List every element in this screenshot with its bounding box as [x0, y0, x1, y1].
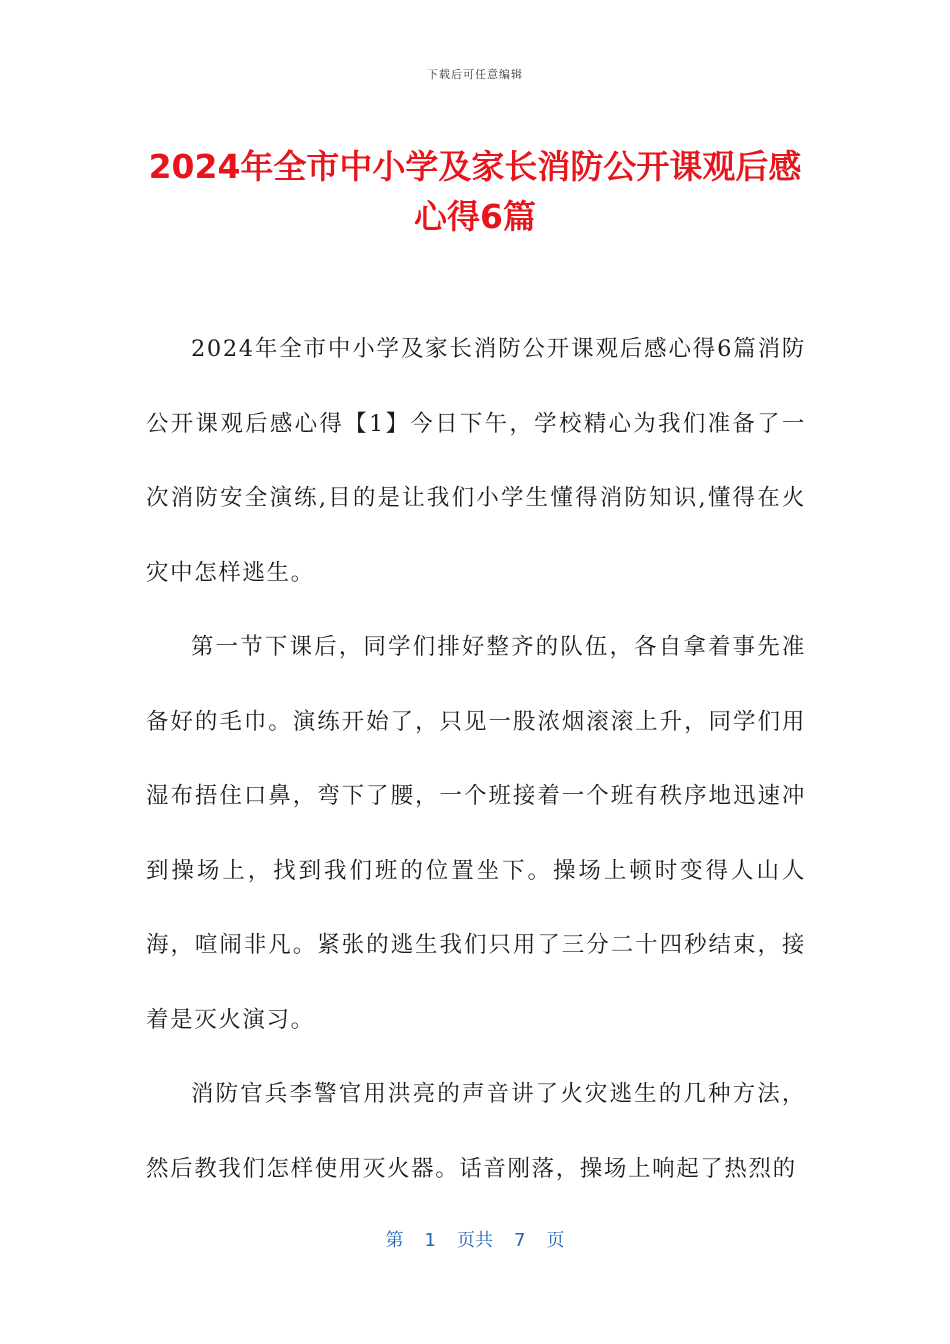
paragraph: 第一节下课后，同学们排好整齐的队伍，各自拿着事先准备好的毛巾。演练开始了，只见一股浓烟滚滚上升，同学们用湿布捂住口鼻，弯下了腰，一个班接着一个班有秩序地迅速冲到操场上，找到我们班的位置坐下。操场上顿时变得人山人海，喧闹非凡。紧张的逃生我们只用了三分二十四秒结束，接着是灭火演习。: [146, 634, 806, 1033]
paragraph: 2024年全市中小学及家长消防公开课观后感心得6篇消防公开课观后感心得【1】今日下午，学校精心为我们准备了一次消防安全演练,目的是让我们小学生懂得消防知识,懂得在火灾中怎样逃生。: [146, 336, 806, 586]
title-line-1: 2024年全市中小学及家长消防公开课观后感: [148, 147, 802, 186]
page-prefix: 第: [385, 1230, 404, 1251]
document-body: [146, 312, 806, 1206]
title-line-2: 心得6篇: [414, 197, 536, 236]
page-middle: 页共: [457, 1230, 493, 1251]
header-note: 下载后可任意编辑: [427, 68, 523, 81]
paragraph: 消防官兵李警官用洪亮的声音讲了火灾逃生的几种方法，然后教我们怎样使用灭火器。话音刚落，操场上响起了热烈的: [146, 1081, 806, 1182]
page-footer: [0, 1226, 950, 1252]
page-current-number: 1: [424, 1230, 436, 1251]
page-suffix: 页: [546, 1230, 565, 1251]
page-total-number: 7: [514, 1230, 526, 1251]
document-title: [120, 142, 830, 242]
